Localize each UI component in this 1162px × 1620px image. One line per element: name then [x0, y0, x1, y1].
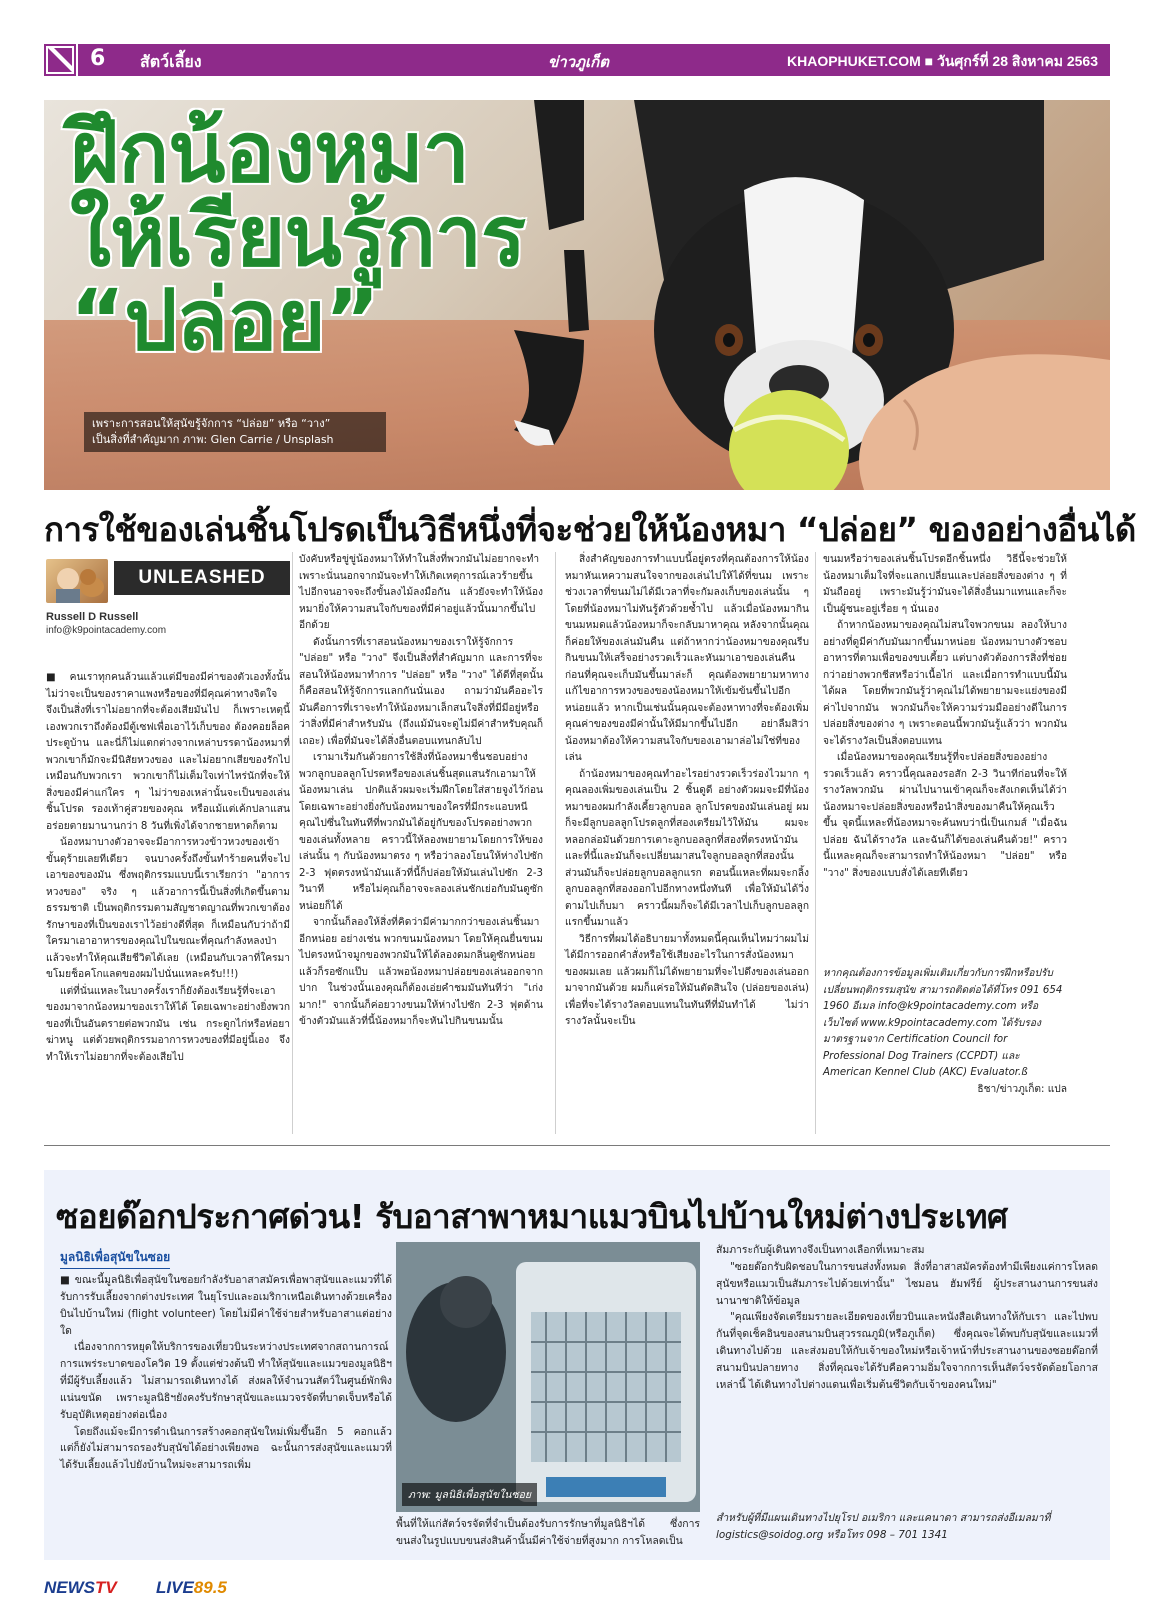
page-number: 6 [90, 46, 106, 71]
paragraph: บังคับหรือขู่ขู่น้องหมาให้ทำในสิ่งที่พวกมันไม่อยากจะทำ เพราะนั่นนอกจากมันจะทำให้เกิดเหตุการณ์เลวร้ายขึ้นไปอีกจนอาจจะถึงขั้นลงไม้ลงมือกัน แล้วยังจะทำให้น้องหมายิ่งให้ความสนใจกับของที่มีค่าอยู่แล้วนั้นมากขึ้นไปอีกด้วย [299, 554, 543, 632]
pet-carrier-illustration [396, 1242, 700, 1512]
paragraph: ถ้าหากน้องหมาของคุณไม่สนใจพวกขนม ลองให้บางอย่างที่ดูมีค่ากับมันมากขึ้นมาหน่อย น้องหมาบางตัวชอบอาหารที่ตามเพื่อของขบเคี้ยว แต่บางตัวต้องการสิ่งที่ช่อยกว่าอย่างพวกชีสหรือว่าเนื้อไก่ และเมื่อการทำแบบนี้มันได้ผล โดยที่พวกมันรู้ว่าคุณไม่ได้พยายามจะแย่งของมีค่าไปจากมัน พวกมันก็จะให้ความร่วมมืออย่างดีในการปล่อยสิ่งของต่าง ๆ เพราะตอนนี้พวกมันรู้แล้วว่า พวกมันจะได้รางวัลเป็นสิ่งตอบแทน [823, 620, 1067, 747]
paragraph: วิธีการที่ผมได้อธิบายมาทั้งหมดนี้คุณเห็นไหมว่าผมไม่ได้มีการออกคำสั่งหรือใช้เสียงอะไรในการสั่งน้องหมาของผมเลย แล้วผมก็ไม่ได้พยายามที่จะไปดึงของเล่นออกมาจากมันด้วย ผมก็แค่รอให้มันตัดสินใจ (ปล่อยของเล่น) เพื่อที่จะได้รางวัลตอบแทนในทันทีที่มันทำได้ ไม่ว่ารางวัลนั้นจะเป็น [565, 933, 810, 1028]
paragraph: เรามาเริ่มกันด้วยการใช้สิ่งที่น้องหมาชื่นชอบอย่างพวกลูกบอลลูกโปรดหรือของเล่นชิ้นสุดแสนรักเอามาให้น้องหมาเล่น ปกติแล้วผมจะเริ่มฝึกโดยใส่สายจูงไว้ก่อน โดยเฉพาะอย่างยิ่งกับน้องหมาของใครที่มีกระแอบหนีคุณไปซึ่นในทันทีที่พวกมันได้อยู่กับของโปรดอย่างพวกของเล่นทั้งหลาย คราวนี้ให้ลองพยายามโดยการให้ของเล่นนั้น ๆ กับน้องหมาตรง ๆ หรือว่าลองโยนให้ห่างไปซัก 2-3 ฟุตตรงหน้ามันแล้วที่นี้ก็ปล่อยให้มันเล่นไปซัก 2-3 วินาที หรือไม่คุณก็อาจจะลองเล่นชักเย่อกับมันดูซักหน่อยก็ได้ [299, 752, 543, 912]
news-box-title: ซอยด๊อกประกาศด่วน! รับอาสาพาหมาแมวบินไปบ้านใหม่ต่างประเทศ [56, 1197, 1008, 1236]
author-name: Russell D Russell [46, 611, 139, 623]
hero-caption-line2: เป็นสิ่งที่สำคัญมาก ภาพ: Glen Carrie / Unsplash [92, 432, 334, 446]
news-box-column-2 [396, 1516, 700, 1550]
paragraph: ■ ขณะนี้มูลนิธิเพื่อสุนัขในซอยกำลังรับอาสาสมัครเพื่อพาสุนัขและแมวที่ได้รับการรับเลี้ยงจากต่างประเทศ ในยุโรปและอเมริกาเหนือเดินทางด้วยเครื่องบินไปบ้านใหม่ (flight volunteer) โดยไม่มีค่าใช้จ่ายสำหรับอาสาแต่อย่างใด [60, 1274, 392, 1337]
hero-title-line2: ให้เรียนรู้การ [70, 187, 526, 285]
footer-logos [44, 1578, 344, 1602]
hero-caption [84, 412, 386, 452]
column-divider [292, 552, 293, 1134]
article-column-3 [565, 552, 809, 1142]
hero-title-line3: “ปล่อย” [70, 271, 379, 369]
paragraph: ■ คนเราทุกคนล้วนแล้วแต่มีของมีค่าของตัวเองทั้งนั้น ไม่ว่าจะเป็นของราคาแพงหรือของที่มีคุณค่าทางจิตใจ จึงเป็นสิ่งที่เราไม่อยากที่จะต้องเสียมันไป ก็เพราะเหตุนี้เองพวกเราถึงต้องมีตู้เซฟเพื่อเอาไว้เก็บของ ต้องคอยล็อคประตูบ้าน และนี่ก็ไม่แตกต่างจากเหล่าบรรดาน้องหมาที่พวกเขาก็มักจะมีนิสัยหวงของ และไม่อยากเสียของรักไปเหมือนกับพวกเรา พวกเขาก็ไม่เต็มใจเท่าไหร่นักที่จะให้สิ่งของมีค่าแก่ใคร ๆ ไม่ว่าของเหล่านั้นจะเป็นของเล่นชิ้นโปรด รองเท้าคู่สวยของคุณ หรือแม้แต่เค้กปลาแสนอร่อยตายมานานกว่า 8 วันที่เพิ่งได้จากชายหาดก็ตาม [46, 672, 290, 832]
contact-info [823, 966, 1067, 1098]
article-column-2 [299, 552, 543, 1142]
news-box-photo [396, 1242, 700, 1512]
column-badge: UNLEASHED [114, 561, 290, 595]
paragraph: "ซอยด๊อกรับผิดชอบในการขนส่งทั้งหมด สิ่งที่อาสาสมัครต้องทำมีเพียงแค่การโหลดสุนัขหรือแมวเป็นสัมภาระไปด้วยเท่านั้น" ไซมอน ฮัมฟรีย์ ผู้ประสานงานการขนส่งนานาชาติให้ข้อมูล [716, 1260, 1098, 1307]
news-box-column-3 [716, 1242, 1098, 1542]
news-box-column-1 [60, 1272, 392, 1542]
paragraph: เมื่อน้องหมาของคุณเรียนรู้ที่จะปล่อยสิ่งของอย่างรวดเร็วแล้ว คราวนี้คุณลองรอสัก 2-3 วินาทีก่อนที่จะให้รางวัลพวกมัน ผ่านไปนานเข้าคุณก็จะสังเกตเห็นได้ว่าน้องหมาจะปล่อยสิ่งของหรือนำสิ่งของมาคืนให้คุณเร็วขึ้น จุดนี้แหละที่น้องหมาจะค้นพบว่านี่เป็นเกมส์ "เมื่อฉันปล่อย ฉันได้รางวัล และฉันก็ได้ของเล่นคืนด้วย!" คราวนี้แหละคุณก็จะสามารถทำให้น้องหมา "ปล่อย" หรือ "วาง" สิ่งของแบบสั่งได้เลยทีเดียว [823, 752, 1067, 879]
brand-logo: ข่าวภูเก็ต [548, 53, 609, 71]
author-avatar [46, 559, 108, 603]
live-fm-logo: LIVE89.5 [156, 1578, 227, 1597]
contact-text: หากคุณต้องการข้อมูลเพิ่มเติมเกี่ยวกับการฝึกหรือปรับเปลี่ยนพฤติกรรมสุนัข สามารถติดต่อได้ที่โทร 091 654 1960 อีเมล info@k9pointacademy.com หรือเว็บไซต์ www.k9pointacademy.com ได้รับรองมาตรฐานจาก Certification Council for Professional Dog Trainers (CCPDT) และ American Kennel Club (AKC) Evaluator.ß [823, 968, 1063, 1079]
paragraph: แต่ที่นั่นแหละในบางครั้งเราก็ยังต้องเรียนรู้ที่จะเอาของมาจากน้องหมาของเราให้ได้ โดยเฉพาะอย่างยิ่งพวกของที่เป็นอันตรายต่อพวกมัน เช่น กระดูกไก่หรือห่อยาฆ่าหนู แต่ด้วยพฤติกรรมอาการหวงของที่มีอยู่นี้เอง จึงทำให้เราไม่อยากที่จะต้องเสียไป [46, 985, 290, 1063]
paragraph: จากนั้นก็ลองให้สิ่งที่คิดว่ามีค่ามากกว่าของเล่นชิ้นมาอีกหน่อย อย่างเช่น พวกขนมน้องหมา โดยให้คุณยื่นขนมไปตรงหน้าจมูกของพวกมันให้ได้ลองดมกลิ่นดูซักหน่อยแล้วก็รอซักแป๊บ แล้วพอน้องหมาปล่อยของเล่นออกจากปาก ในช่วงนั้นเองคุณก็ต้องเอ่ยคำชมมันทันทีว่า "เก่งมาก!" จากนั้นก็ค่อยวางขนมให้ห่างไปซัก 2-3 ฟุตด้านข้างตัวมันแล้วที่นี้น้องหมาก็จะหันไปกินขนมนั้น [299, 917, 543, 1028]
article-headline: การใช้ของเล่นชิ้นโปรดเป็นวิธีหนึ่งที่จะช่วยให้น้องหมา “ปล่อย” ของอย่างอื่นได้ [44, 510, 1136, 549]
paragraph: "คุณเพียงจัดเตรียมรายละเอียดของเที่ยวบินและหนังสือเดินทางให้กับเรา และไปพบกันที่จุดเช็คอินของสนามบินสุวรรณภูมิ(หรือภูเก็ต) ซึ่งคุณจะได้พบกับสุนัขและแมวที่เดินทางไปด้วย และส่งมอบให้กับเจ้าของใหม่หรือเจ้าหน้าที่ประสานงานของซอยด๊อกที่สนามบินปลายทาง สิ่งที่คุณจะได้รับคือความอิ่มใจจากการเห็นสัตว์จรจัดด้อยโอกาสเหล่านี้ ได้เดินทางไปต่างแดนเพื่อเริ่มต้นชีวิตกับเจ้าของคนใหม่" [716, 1311, 1098, 1391]
site-and-date: KHAOPHUKET.COM ■ วันศุกร์ที่ 28 สิงหาคม 2563 [786, 53, 1098, 69]
column-divider [815, 552, 816, 1134]
column-byline [46, 555, 290, 665]
paragraph: น้องหมาบางตัวอาจจะมีอาการหวงข้าวหวงของเข้าขั้นดุร้ายเลยทีเดียว จนบางครั้งถึงขั้นทำร้ายคนที่จะไปเอาของของมัน ซึ่งพฤติกรรมแบบนี้เราเรียกว่า "อาการหวงของ" จริง ๆ แล้วอาการนี้เป็นสิ่งที่เกิดขึ้นตามธรรมชาติ เป็นพฤติกรรมตามสัญชาตญาณที่พวกเขาต้องรักษาของที่เป็นของเราไว้อย่างดีที่สุด ก็เหมือนกับว่าถ้ามีใครมาเอาอาหารของคุณไปในขณะที่คุณกำลังหลงป่าแล้วจะทำให้คุณเสียชีวิตได้เลย (เหมือนกับเวลาที่ใครมา ขโมยช็อคโกแลตของผมไปนั่นแหละครับ!!!) [46, 837, 290, 981]
translator-credit: ธิชา/ข่าวภูเก็ต: แปล [977, 1083, 1067, 1095]
header-bar [78, 44, 1110, 76]
section-divider [44, 1145, 1110, 1146]
logo-corner-icon [44, 44, 76, 76]
paragraph: ขนมหรือว่าของเล่นชิ้นโปรดอีกชิ้นหนึ่ง วิธีนี้จะช่วยให้น้องหมาเต็มใจที่จะแลกเปลี่ยนและปล่อยสิ่งของต่าง ๆ ที่มันถืออยู่ เพราะมันรู้ว่ามันจะได้สิ่งอื่นมาแทนและก็จะเป็นผู้ชนะอยู่เรื่อย ๆ นั่นเอง [823, 554, 1067, 615]
hero-photo [44, 100, 1110, 490]
paragraph: เนื่องจากการหยุดให้บริการของเที่ยวบินระหว่างประเทศจากสถานการณ์การแพร่ระบาดของโควิด 19 ตั้งแต่ช่วงต้นปี ทำให้สุนัขและแมวของมูลนิธิฯที่มีผู้รับเลี้ยงแล้ว ไม่สามารถเดินทางได้ ส่งผลให้จำนวนสัตว์ในศูนย์พักพิงแน่นขนัด เพราะมูลนิธิฯยังคงรับรักษาสุนัขและแมวจรจัดที่บาดเจ็บหรือได้รับอุบัติเหตุอย่างต่อเนื่อง [60, 1341, 392, 1421]
author-email[interactable]: info@k9pointacademy.com [46, 625, 167, 636]
article-column-1 [46, 670, 290, 1140]
hero-caption-line1: เพราะการสอนให้สุนัขรู้จักการ “ปล่อย” หรือ “วาง” [92, 417, 331, 430]
paragraph: สัมภาระกับผู้เดินทางจึงเป็นทางเลือกที่เหมาะสม [716, 1244, 925, 1256]
news-tv-logo: NEWSTV [44, 1578, 117, 1597]
page-header [44, 44, 1110, 76]
paragraph: โดยถึงแม้จะมีการดำเนินการสร้างคอกสุนัขใหม่เพิ่มขึ้นอีก 5 คอกแล้ว แต่ก็ยังไม่สามารถรองรับสุนัขได้อย่างเพียงพอ ฉะนั้นการส่งสุนัขและแมวที่ได้รับเลี้ยงแล้วไปยังบ้านใหม่จะสามารถเพิ่ม [60, 1425, 392, 1472]
hero-title [70, 103, 526, 369]
news-box [44, 1170, 1110, 1560]
news-box-contact-note: สำหรับผู้ที่มีแผนเดินทางไปยุโรป อเมริกา และแคนาดา สามารถส่งอีเมลมาที่ logistics@soidog.org หรือโทร 098 – 701 1341 [716, 1512, 1051, 1541]
paragraph: สิ่งสำคัญของการทำแบบนี้อยู่ตรงที่คุณต้องการให้น้องหมาหันเหความสนใจจากของเล่นไปให้ได้ที่ขนม เพราะช่วงเวลาที่ขนมไม่ได้มีเวลาที่จะกัมลงเก็บของเล่นนั้น ๆ โดยที่น้องหมาไม่ทันรู้ตัวด้วยซ้ำไป แล้วเมื่อน้องหมากินขนมหมดแล้วน้องหมาก็จะกลับมาหาคุณ หลังจากนั้นคุณก็ค่อยให้ของเล่นมันคืน แต่ถ้าหากว่าน้องหมาของคุณรีบกินขนมให้เสร็จอย่างรวดเร็วและหันมาเอาของเล่นคืนก่อนที่คุณจะเก็บมันขึ้นมาล่ะก็ คุณต้องพยายามหาทางแก้ไขอาการหวงของของน้องหมาให้เข้มข้นขึ้นไปอีกหน่อยแล้ว หากเป็นเช่นนั้นคุณจะต้องหาทางที่จะต้องเพิ่มคุณค่าของของมีค่านั้นให้มีมากขึ้นไปอีก อย่าลืมสิว่า น้องหมาต้องให้ความสนใจกับของเอามาล่อไม่ใช่ที่ของเล่น [565, 554, 809, 764]
column-divider [555, 552, 556, 1134]
paragraph: ดังนั้นการที่เราสอนน้องหมาของเราให้รู้จักการ "ปล่อย" หรือ "วาง" จึงเป็นสิ่งที่สำคัญมาก และการที่จะสอนให้น้องหมาทำการ "ปล่อย" หรือ "วาง" ได้ดีที่สุดนั้นก็คือสอนให้รู้จักการแลกกันนั่นเอง ถามว่ามันคืออะไร มันคือการที่เราจะทำให้น้องหมาเล็กสนใจสิ่งที่มีมีอยู่หรือว่าสิ่งที่มีค่าสำหรับมัน (ถึงแม้มันจะดูไม่มีค่าสำหรับคุณก็เถอะ) เพื่อที่มันจะได้สิ่งอื่นตอบแทนกลับไป [299, 636, 543, 747]
section-name: สัตว์เลี้ยง [140, 52, 202, 71]
news-box-photo-caption: ภาพ: มูลนิธิเพื่อสุนัขในซอย [402, 1483, 537, 1506]
news-box-byline: มูลนิธิเพื่อสุนัขในซอย [60, 1248, 170, 1269]
paragraph: พื้นที่ให้แก่สัตว์จรจัดที่จำเป็นต้องรับการรักษาที่มูลนิธิฯได้ ซึ่งการขนส่งในรูปแบบขนส่งสินค้านั้นมีค่าใช้จ่ายที่สูงมาก การโหลดเป็น [396, 1518, 700, 1547]
hero-title-line1: ฝึกน้องหมา [70, 103, 469, 201]
paragraph: ถ้าน้องหมาของคุณทำอะไรอย่างรวดเร็วร่องไวมาก ๆ คุณลองเพิ่มของเล่นเป็น 2 ชิ้นดูดี อย่างตัวผมจะมีที่น้องหมาของผมกำลังเคี้ยวลูกบอล ลูกโปรดของมันเล่นอยู่ ผมก็จะมีลูกบอลลูกโปรดลูกที่สองเตรียมไว้ให้มัน ผมจะหลอกล่อมันด้วยการเตาะลูกบอลลูกที่สองที่ตรงหน้ามัน และที่นี้และมันก็จะเปลี่ยนมาสนใจลูกบอลลูกที่สองนั้น ส่วนมันก็จะปล่อยลูกบอลลูกแรก ตอนนี้แหละที่ผมจะกลิ้งลูกบอลลูกที่สองออกไปอีกทางหนึ่งทันที เพื่อให้มันได้วิ่งตามไปเก็บมา คราวนี้ผมก็จะได้มีเวลาไปเก็บลูกบอลลูกแรกขึ้นมาแล้ว [565, 768, 809, 929]
